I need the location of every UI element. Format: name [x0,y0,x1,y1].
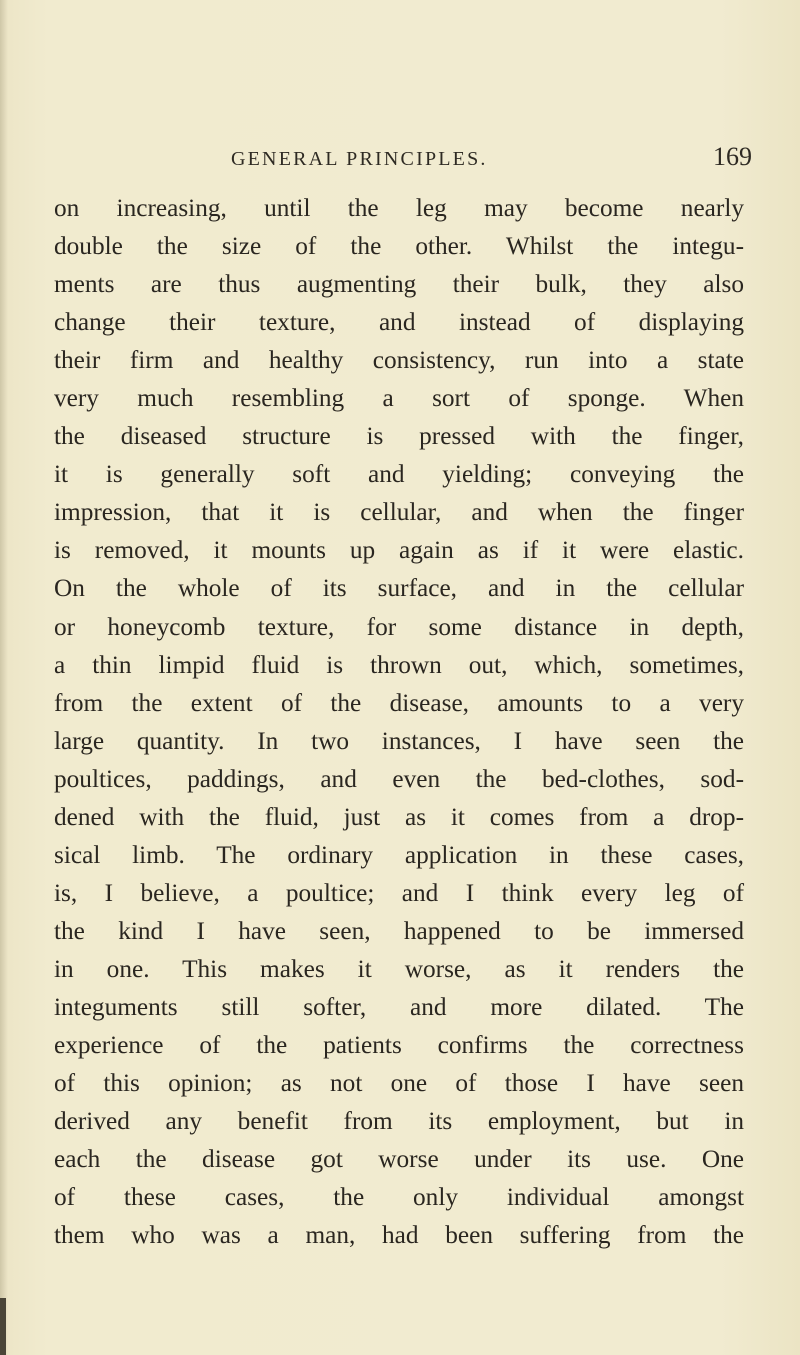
text-line: each the disease got worse under its use. One [54,1145,744,1174]
text-line: change their texture, and instead of displaying [54,308,744,337]
text-line: sical limb. The ordinary application in these cases, [54,840,744,869]
text-line: experience of the patients confirms the correctness [54,1031,744,1060]
text-line: them who was a man, had been suffering from the [54,1221,744,1250]
text-line: large quantity. In two instances, I have seen the [54,726,744,755]
page-number: 169 [713,142,752,171]
text-line: their firm and healthy consistency, run into a state [54,346,744,375]
page-edge-shadow [0,0,8,1355]
text-line: is, I believe, a poultice; and I think every leg of [54,878,744,907]
text-line: is removed, it mounts up again as if it were elastic. [54,536,744,565]
text-line: from the extent of the disease, amounts to a very [54,688,744,717]
running-head: GENERAL PRINCIPLES. [231,148,488,170]
page-header [0,142,800,178]
text-line: On the whole of its surface, and in the cellular [54,574,744,603]
binding-edge-mark [0,1298,6,1355]
text-line: a thin limpid fluid is thrown out, which, sometimes, [54,650,744,679]
text-line: on increasing, until the leg may become nearly [54,194,744,222]
text-line: poultices, paddings, and even the bed-clothes, sod- [54,764,744,793]
text-line: in one. This makes it worse, as it renders the [54,954,744,983]
body-text [54,189,744,1254]
text-line: ments are thus augmenting their bulk, they also [54,270,744,299]
text-line: of this opinion; as not one of those I have seen [54,1069,744,1098]
text-line: of these cases, the only individual amongst [54,1183,744,1212]
text-line: the kind I have seen, happened to be immersed [54,916,744,945]
text-line: it is generally soft and yielding; conveying the [54,460,744,489]
text-line: double the size of the other. Whilst the integu- [54,232,744,261]
text-line: very much resembling a sort of sponge. When [54,384,744,413]
text-line: or honeycomb texture, for some distance in depth, [54,612,744,641]
text-line: derived any benefit from its employment, but in [54,1107,744,1136]
text-line: dened with the fluid, just as it comes from a drop- [54,802,744,831]
text-line: the diseased structure is pressed with the finger, [54,422,744,451]
text-line: integuments still softer, and more dilated. The [54,992,744,1021]
text-line: impression, that it is cellular, and when the finger [54,498,744,527]
